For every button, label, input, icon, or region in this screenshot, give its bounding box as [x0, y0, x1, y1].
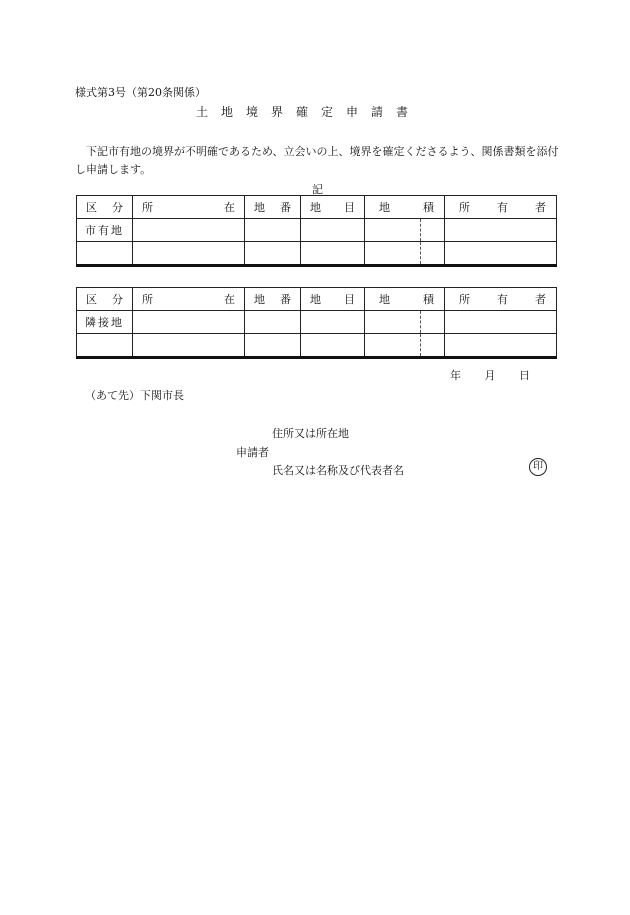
body-paragraph: 下記市有地の境界が不明確であるため、立会いの上、境界を確定くださるよう、関係書類を添付し申請します。: [75, 145, 559, 176]
name-label: 氏名又は名称及び代表者名: [272, 464, 404, 477]
header-chiseki: 地 積: [365, 288, 445, 311]
chimoku-field[interactable]: [301, 219, 365, 242]
shoyusha-field[interactable]: [445, 334, 557, 358]
table-header-row: [77, 288, 557, 311]
header-kubun: 区 分: [77, 288, 133, 311]
header-chiseki: 地 積: [365, 196, 445, 219]
shozai-field[interactable]: [133, 311, 245, 334]
table-row: [77, 219, 557, 242]
header-shozai: 所 在: [133, 196, 245, 219]
chiseki-field[interactable]: [365, 311, 445, 334]
header-shoyusha: 所 有 者: [445, 288, 557, 311]
chiseki-field[interactable]: [365, 242, 445, 266]
form-number: 様式第3号（第20条関係）: [75, 86, 206, 99]
date-line[interactable]: [450, 367, 530, 383]
chiseki-field[interactable]: [365, 219, 445, 242]
table-header-row: [77, 196, 557, 219]
row-label-blank: [77, 334, 133, 358]
header-shozai: 所 在: [133, 288, 245, 311]
chiban-field[interactable]: [245, 334, 301, 358]
shozai-field[interactable]: [133, 334, 245, 358]
chimoku-field[interactable]: [301, 242, 365, 266]
applicant-label: 申請者: [236, 446, 269, 459]
chimoku-field[interactable]: [301, 334, 365, 358]
header-chimoku: 地 目: [301, 196, 365, 219]
date-month-label: 月: [484, 369, 496, 382]
document-title: 土地境界確定申請書: [196, 105, 422, 119]
seal-mark: 印: [529, 458, 547, 476]
ki-label: 記: [312, 183, 323, 196]
header-kubun: 区 分: [77, 196, 133, 219]
table-row: [77, 242, 557, 266]
header-chimoku: 地 目: [301, 288, 365, 311]
table-row: [77, 334, 557, 358]
chiban-field[interactable]: [245, 242, 301, 266]
date-day-label: 日: [519, 369, 530, 382]
shozai-field[interactable]: [133, 242, 245, 266]
adjacent-land-table: [76, 287, 557, 359]
shozai-field[interactable]: [133, 219, 245, 242]
shoyusha-field[interactable]: [445, 242, 557, 266]
chiban-field[interactable]: [245, 311, 301, 334]
row-label-adjacent: 隣接地: [77, 311, 133, 334]
chiseki-field[interactable]: [365, 334, 445, 358]
header-chiban: 地 番: [245, 288, 301, 311]
address-label: 住所又は所在地: [272, 427, 349, 440]
city-land-table: [76, 195, 557, 267]
shoyusha-field[interactable]: [445, 219, 557, 242]
header-shoyusha: 所 有 者: [445, 196, 557, 219]
addressee: （あて先）下関市長: [85, 389, 184, 402]
row-label-city: 市有地: [77, 219, 133, 242]
date-year-label: 年: [450, 369, 461, 382]
chiban-field[interactable]: [245, 219, 301, 242]
header-chiban: 地 番: [245, 196, 301, 219]
row-label-blank: [77, 242, 133, 266]
chimoku-field[interactable]: [301, 311, 365, 334]
shoyusha-field[interactable]: [445, 311, 557, 334]
table-row: [77, 311, 557, 334]
